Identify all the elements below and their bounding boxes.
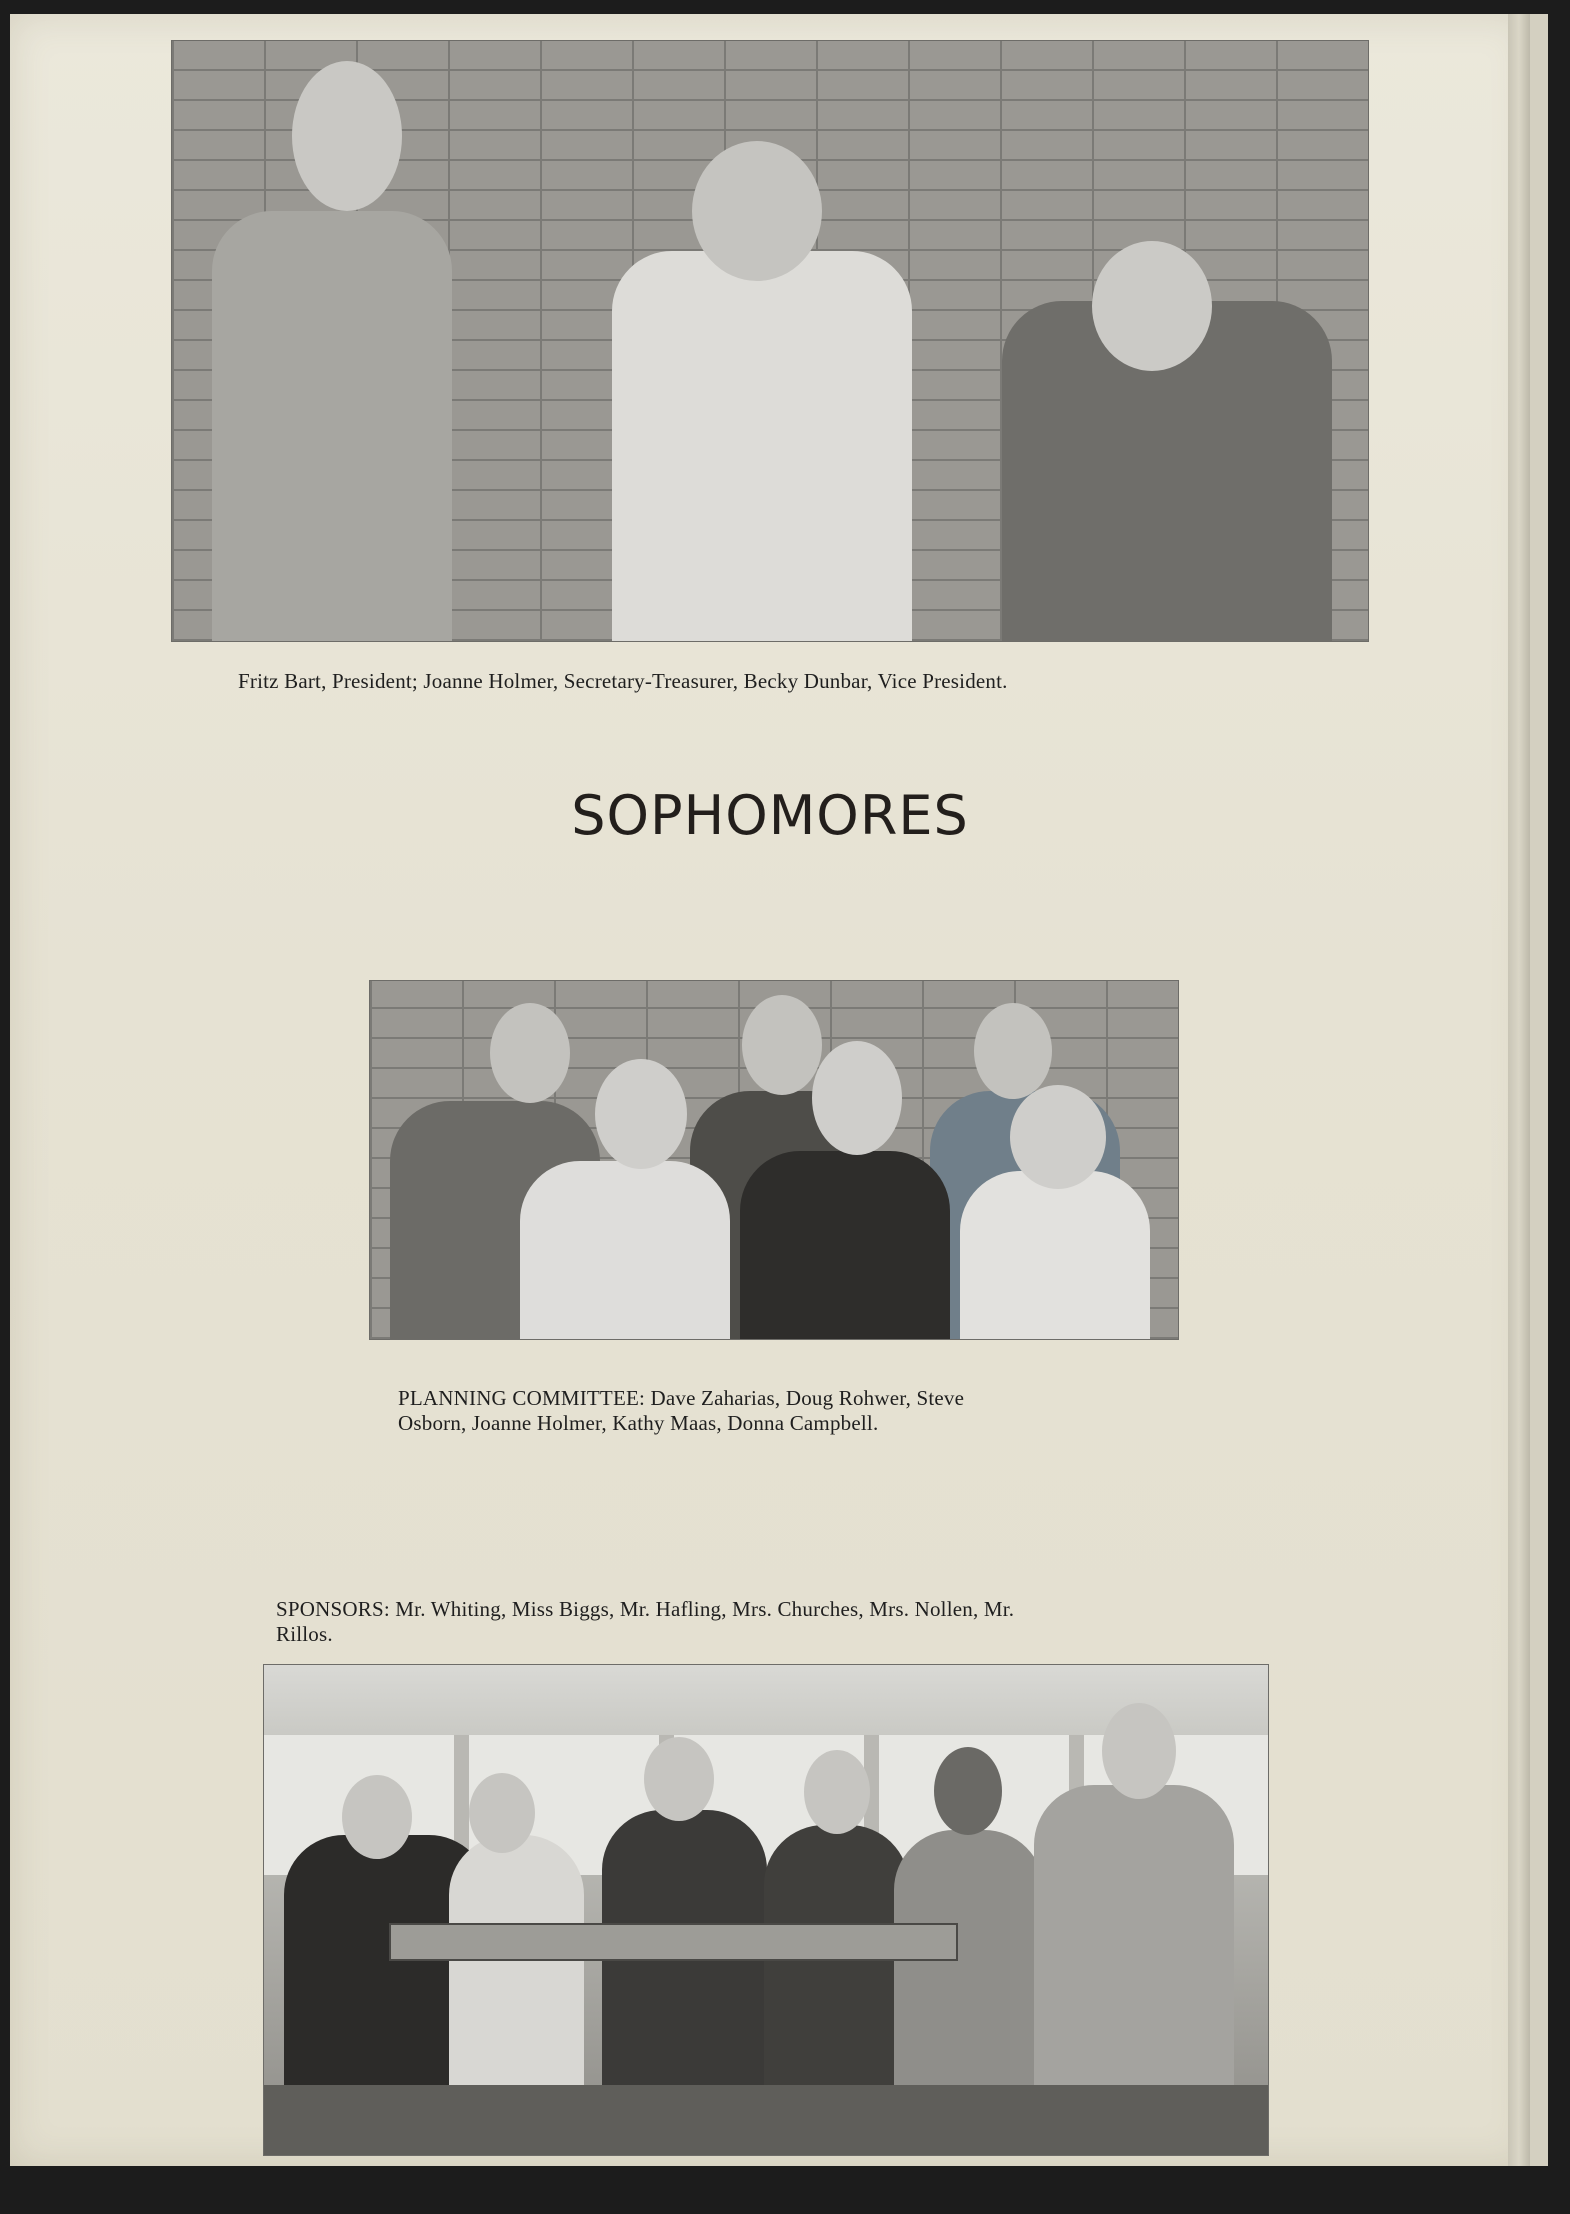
head: [1092, 241, 1212, 371]
head: [644, 1737, 714, 1821]
head: [692, 141, 822, 281]
head: [1102, 1703, 1176, 1799]
head: [342, 1775, 412, 1859]
officers-caption: Fritz Bart, President; Joanne Holmer, Secretary-Treasurer, Becky Dunbar, Vice President.: [238, 669, 1008, 693]
person-fritz-bart: [212, 211, 452, 642]
caption-line: SPONSORS: Mr. Whiting, Miss Biggs, Mr. Hafling, Mrs. Churches, Mrs. Nollen, Mr.: [276, 1597, 1015, 1621]
page-edge: [1508, 14, 1530, 2166]
person-joanne-holmer: [520, 1161, 730, 1340]
head: [1010, 1085, 1106, 1189]
officers-photo: [171, 40, 1369, 642]
person-donna-campbell: [960, 1171, 1150, 1340]
head: [490, 1003, 570, 1103]
planning-committee-photo: [369, 980, 1179, 1340]
caption-line: Osborn, Joanne Holmer, Kathy Maas, Donna Campbell.: [398, 1411, 879, 1435]
person-joanne-holmer: [612, 251, 912, 642]
head: [292, 61, 402, 211]
caption-line: Rillos.: [276, 1622, 333, 1646]
caption-line: PLANNING COMMITTEE: Dave Zaharias, Doug Rohwer, Steve: [398, 1386, 965, 1410]
head: [812, 1041, 902, 1155]
head: [469, 1773, 535, 1853]
page-title: SOPHOMORES: [571, 784, 969, 847]
head: [742, 995, 822, 1095]
yearbook-page: [10, 14, 1548, 2166]
table: [389, 1923, 958, 1961]
head: [974, 1003, 1052, 1099]
head: [595, 1059, 687, 1169]
floor: [264, 2085, 1268, 2155]
head: [934, 1747, 1002, 1835]
head: [804, 1750, 870, 1834]
person-kathy-maas: [740, 1151, 950, 1340]
sponsors-caption: [276, 1597, 1276, 1647]
sponsors-photo: [263, 1664, 1269, 2156]
planning-committee-caption: [398, 1386, 1218, 1436]
